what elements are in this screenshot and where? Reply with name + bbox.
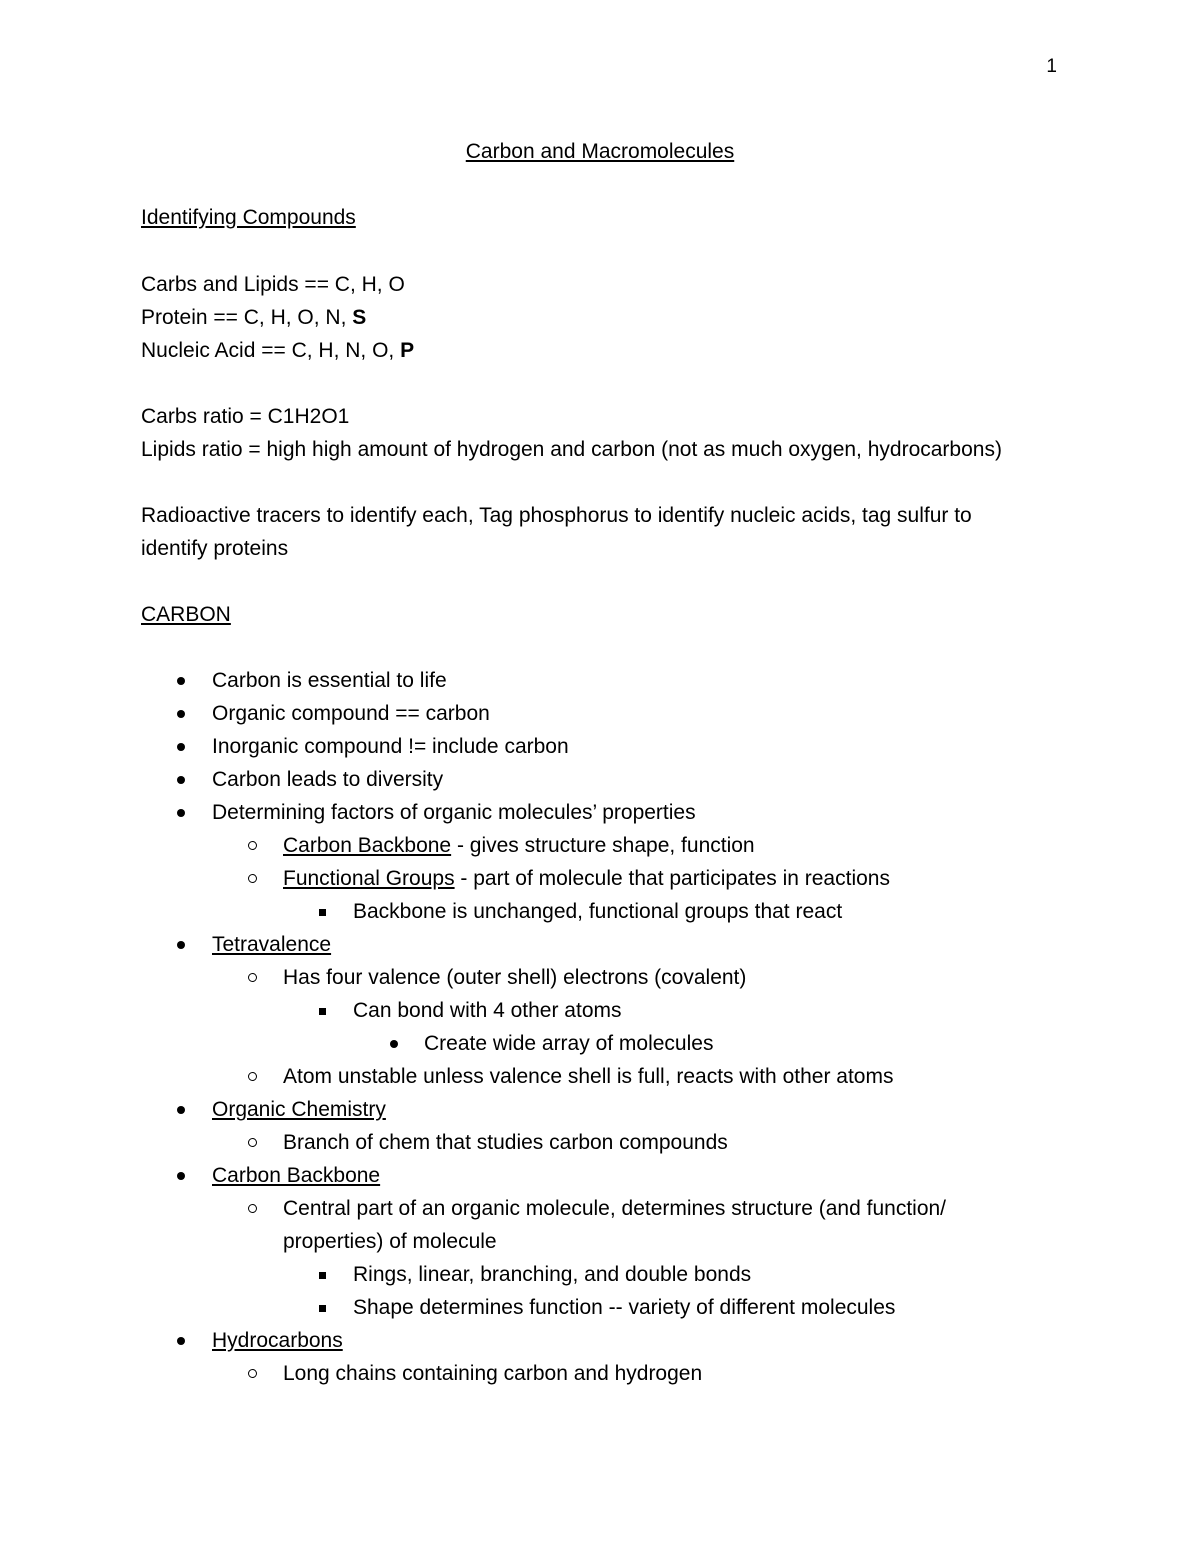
bullet-dot-icon: [173, 664, 193, 697]
list-item: [0, 1159, 1200, 1192]
bullet-dot-icon: [173, 1093, 193, 1126]
tracers-paragraph: [141, 499, 972, 565]
list-item: Atom unstable unless valence shell is full, reacts with other atoms: [0, 1060, 1200, 1093]
term: Carbon Backbone: [212, 1164, 381, 1187]
bullet-circle-icon: [244, 961, 264, 994]
list-item: [0, 1093, 1200, 1126]
bullet-square-icon: [315, 1291, 335, 1324]
element-composition: [141, 268, 414, 367]
bullet-dot-icon: [173, 763, 193, 796]
list-item: Create wide array of molecules: [0, 1027, 1200, 1060]
list-item: Determining factors of organic molecules’ properties: [0, 796, 1200, 829]
list-item: [0, 928, 1200, 961]
carbs-ratio-line: Carbs ratio = C1H2O1: [141, 405, 350, 428]
bullet-dot-icon: [173, 928, 193, 961]
section-heading-carbon: [141, 598, 231, 631]
bullet-circle-icon: [244, 1357, 264, 1390]
section-heading-text: CARBON: [141, 603, 231, 626]
list-item: Functional Groups - part of molecule that participates in reactions: [0, 862, 1200, 895]
page-number: 1: [1046, 56, 1057, 77]
tracers-line-2: identify proteins: [141, 537, 289, 560]
bullet-circle-icon: [244, 862, 264, 895]
term: Organic Chemistry: [212, 1098, 386, 1121]
list-item: Long chains containing carbon and hydrogen: [0, 1357, 1200, 1390]
nucleic-prefix: Nucleic Acid == C, H, N, O,: [141, 339, 401, 362]
bullet-square-icon: [315, 994, 335, 1027]
page-title: Carbon and Macromolecules: [465, 140, 735, 163]
lipids-ratio-line: Lipids ratio = high high amount of hydrogen and carbon (not as much oxygen, hydrocarbons): [141, 438, 1002, 461]
protein-line: [141, 301, 414, 334]
term: Carbon Backbone: [283, 834, 452, 857]
bullet-dot-icon: [173, 1324, 193, 1357]
list-item: Carbon Backbone - gives structure shape, function: [0, 829, 1200, 862]
bullet-dot-icon: [386, 1027, 406, 1060]
bullet-dot-icon: [173, 730, 193, 763]
bullet-circle-icon: [244, 1192, 264, 1225]
list-item: Inorganic compound != include carbon: [0, 730, 1200, 763]
ratios: [141, 400, 1002, 466]
list-item: Shape determines function -- variety of different molecules: [0, 1291, 1200, 1324]
term: Functional Groups: [283, 867, 455, 890]
bullet-square-icon: [315, 895, 335, 928]
list-item: Can bond with 4 other atoms: [0, 994, 1200, 1027]
bullet-dot-icon: [173, 1159, 193, 1192]
protein-prefix: Protein == C, H, O, N,: [141, 306, 353, 329]
list-item: Central part of an organic molecule, determines structure (and function/ properties) of molecule: [0, 1192, 1200, 1258]
section-heading-text: Identifying Compounds: [141, 206, 356, 229]
bullet-square-icon: [315, 1258, 335, 1291]
nucleic-acid-line: [141, 334, 414, 367]
bullet-circle-icon: [244, 1060, 264, 1093]
nucleic-bold-element: P: [400, 339, 415, 362]
term: Tetravalence: [212, 933, 332, 956]
bullet-dot-icon: [173, 697, 193, 730]
list-item: [0, 1324, 1200, 1357]
list-item: Backbone is unchanged, functional groups that react: [0, 895, 1200, 928]
bullet-circle-icon: [244, 1126, 264, 1159]
protein-bold-element: S: [352, 306, 367, 329]
list-item: Rings, linear, branching, and double bonds: [0, 1258, 1200, 1291]
carbon-bullet-list: [0, 664, 1200, 1390]
list-item: Carbon is essential to life: [0, 664, 1200, 697]
bullet-circle-icon: [244, 829, 264, 862]
section-heading-identifying: [141, 201, 356, 234]
bullet-dot-icon: [173, 796, 193, 829]
tracers-line-1: Radioactive tracers to identify each, Tag phosphorus to identify nucleic acids, tag sulfur to: [141, 504, 972, 527]
list-item: Branch of chem that studies carbon compounds: [0, 1126, 1200, 1159]
list-item: Organic compound == carbon: [0, 697, 1200, 730]
carbs-lipids-line: Carbs and Lipids == C, H, O: [141, 273, 405, 296]
list-item: Has four valence (outer shell) electrons (covalent): [0, 961, 1200, 994]
list-item: Carbon leads to diversity: [0, 763, 1200, 796]
term: Hydrocarbons: [212, 1329, 343, 1352]
